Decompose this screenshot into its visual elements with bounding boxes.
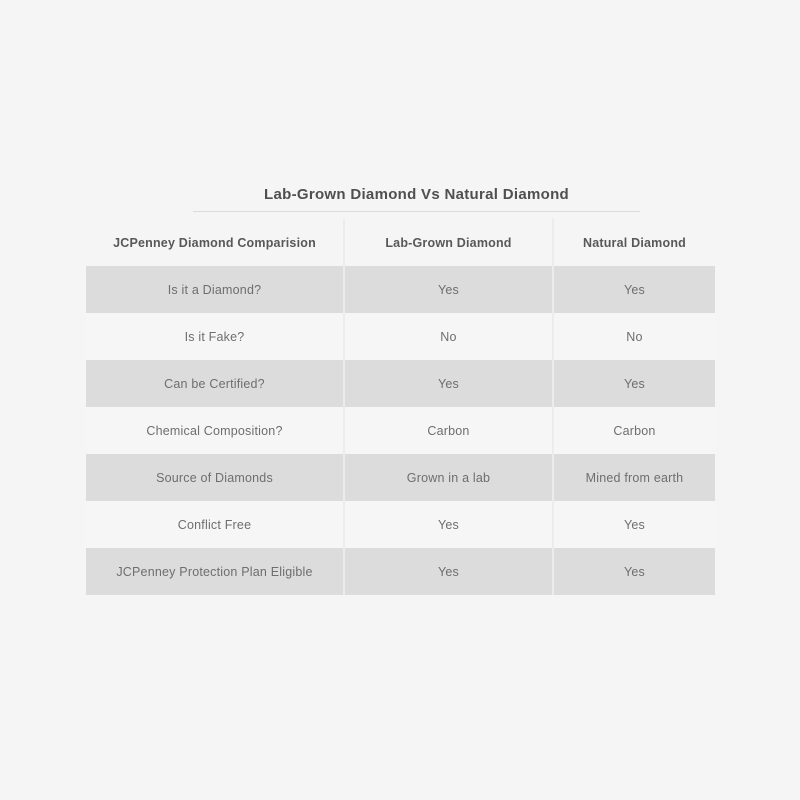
table-row (86, 313, 715, 360)
row-label: Is it Fake? (86, 313, 345, 360)
table-body (86, 266, 715, 595)
row-label: Is it a Diamond? (86, 266, 345, 313)
cell-value: Mined from earth (585, 470, 684, 485)
cell-value: Yes (345, 266, 554, 313)
table-row (86, 454, 715, 501)
cell-value: Yes (624, 564, 645, 579)
cell-value: No (345, 313, 554, 360)
column-header-comparison: JCPenney Diamond Comparision (86, 219, 345, 266)
title-underline (193, 211, 640, 212)
column-header-lab-grown: Lab-Grown Diamond (345, 219, 554, 266)
cell-value: Carbon (613, 423, 656, 438)
page-title: Lab-Grown Diamond Vs Natural Diamond (264, 186, 569, 203)
row-label: Can be Certified? (86, 360, 345, 407)
cell-value: Yes (345, 360, 554, 407)
column-header-natural: Natural Diamond (582, 235, 686, 250)
comparison-table (86, 219, 715, 595)
row-label: Source of Diamonds (86, 454, 345, 501)
row-label: Chemical Composition? (86, 407, 345, 454)
table-row (86, 266, 715, 313)
row-label: JCPenney Protection Plan Eligible (86, 548, 345, 595)
cell-value: Yes (345, 501, 554, 548)
cell-value: Yes (345, 548, 554, 595)
cell-value: Yes (624, 376, 645, 391)
table-row (86, 407, 715, 454)
table-row (86, 548, 715, 595)
table-row (86, 501, 715, 548)
table-header-row (86, 219, 715, 266)
cell-value: Yes (624, 282, 645, 297)
row-label: Conflict Free (86, 501, 345, 548)
cell-value: Yes (624, 517, 645, 532)
table-row (86, 360, 715, 407)
cell-value: No (626, 329, 643, 344)
title-block (193, 185, 640, 212)
cell-value: Carbon (345, 407, 554, 454)
table-header (86, 219, 715, 266)
cell-value: Grown in a lab (345, 454, 554, 501)
